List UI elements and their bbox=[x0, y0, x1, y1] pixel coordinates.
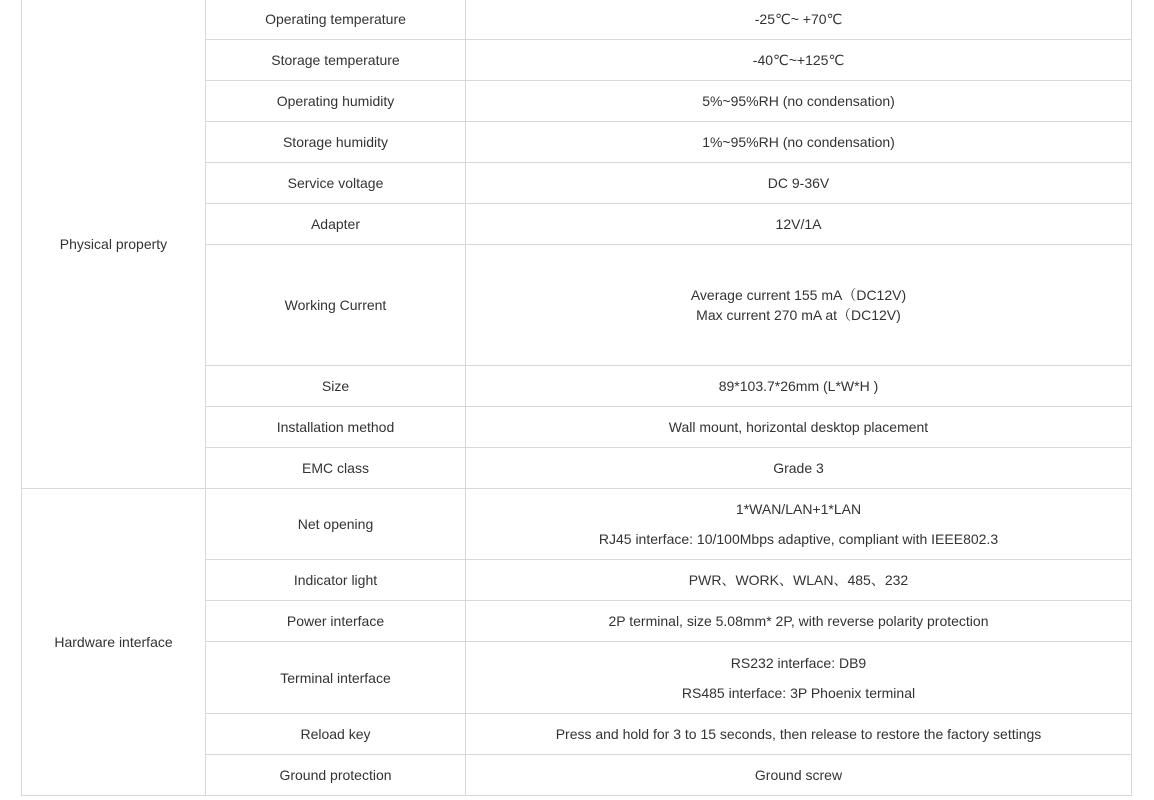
spec-value-line: RS232 interface: DB9 bbox=[730, 654, 867, 671]
spec-value: 12V/1A bbox=[466, 204, 1132, 245]
spec-name: Indicator light bbox=[206, 560, 466, 601]
spec-value-line: Max current 270 mA at（DC12V) bbox=[696, 307, 901, 323]
spec-value: Press and hold for 3 to 15 seconds, then release to restore the factory settings bbox=[466, 714, 1132, 755]
spec-name: Ground protection bbox=[206, 755, 466, 796]
spec-value bbox=[466, 245, 1132, 366]
spec-name: Power interface bbox=[206, 601, 466, 642]
spec-value: Wall mount, horizontal desktop placement bbox=[466, 407, 1132, 448]
spec-value: Ground screw bbox=[466, 755, 1132, 796]
spec-value-line: Average current 155 mA（DC12V) bbox=[690, 287, 907, 303]
spec-name: Service voltage bbox=[206, 163, 466, 204]
spec-name: Size bbox=[206, 366, 466, 407]
spec-name: Operating temperature bbox=[206, 0, 466, 40]
spec-value: DC 9-36V bbox=[466, 163, 1132, 204]
spec-value: -25℃~ +70℃ bbox=[466, 0, 1132, 40]
table-row bbox=[22, 489, 1132, 560]
spec-value: 2P terminal, size 5.08mm* 2P, with reverse polarity protection bbox=[466, 601, 1132, 642]
spec-value: PWR、WORK、WLAN、485、232 bbox=[466, 560, 1132, 601]
spec-name: Net opening bbox=[206, 489, 466, 560]
spec-value-line: RS485 interface: 3P Phoenix terminal bbox=[681, 684, 916, 701]
spec-name: EMC class bbox=[206, 448, 466, 489]
spec-table bbox=[21, 0, 1132, 796]
spec-name: Storage temperature bbox=[206, 40, 466, 81]
spec-name: Working Current bbox=[206, 245, 466, 366]
spec-value-line: 1*WAN/LAN+1*LAN bbox=[735, 501, 862, 517]
spec-value bbox=[466, 489, 1132, 560]
group-label-physical: Physical property bbox=[22, 0, 206, 489]
spec-name: Operating humidity bbox=[206, 81, 466, 122]
spec-value: 5%~95%RH (no condensation) bbox=[466, 81, 1132, 122]
spec-name: Adapter bbox=[206, 204, 466, 245]
spec-value-line: RJ45 interface: 10/100Mbps adaptive, compliant with IEEE802.3 bbox=[598, 531, 999, 547]
spec-value: Grade 3 bbox=[466, 448, 1132, 489]
group-label-hardware: Hardware interface bbox=[22, 489, 206, 796]
spec-name: Storage humidity bbox=[206, 122, 466, 163]
spec-value: -40℃~+125℃ bbox=[466, 40, 1132, 81]
spec-value: 1%~95%RH (no condensation) bbox=[466, 122, 1132, 163]
spec-name: Installation method bbox=[206, 407, 466, 448]
table-row bbox=[22, 0, 1132, 40]
spec-value bbox=[466, 642, 1132, 714]
spec-name: Terminal interface bbox=[206, 642, 466, 714]
spec-name: Reload key bbox=[206, 714, 466, 755]
spec-value: 89*103.7*26mm (L*W*H ) bbox=[466, 366, 1132, 407]
